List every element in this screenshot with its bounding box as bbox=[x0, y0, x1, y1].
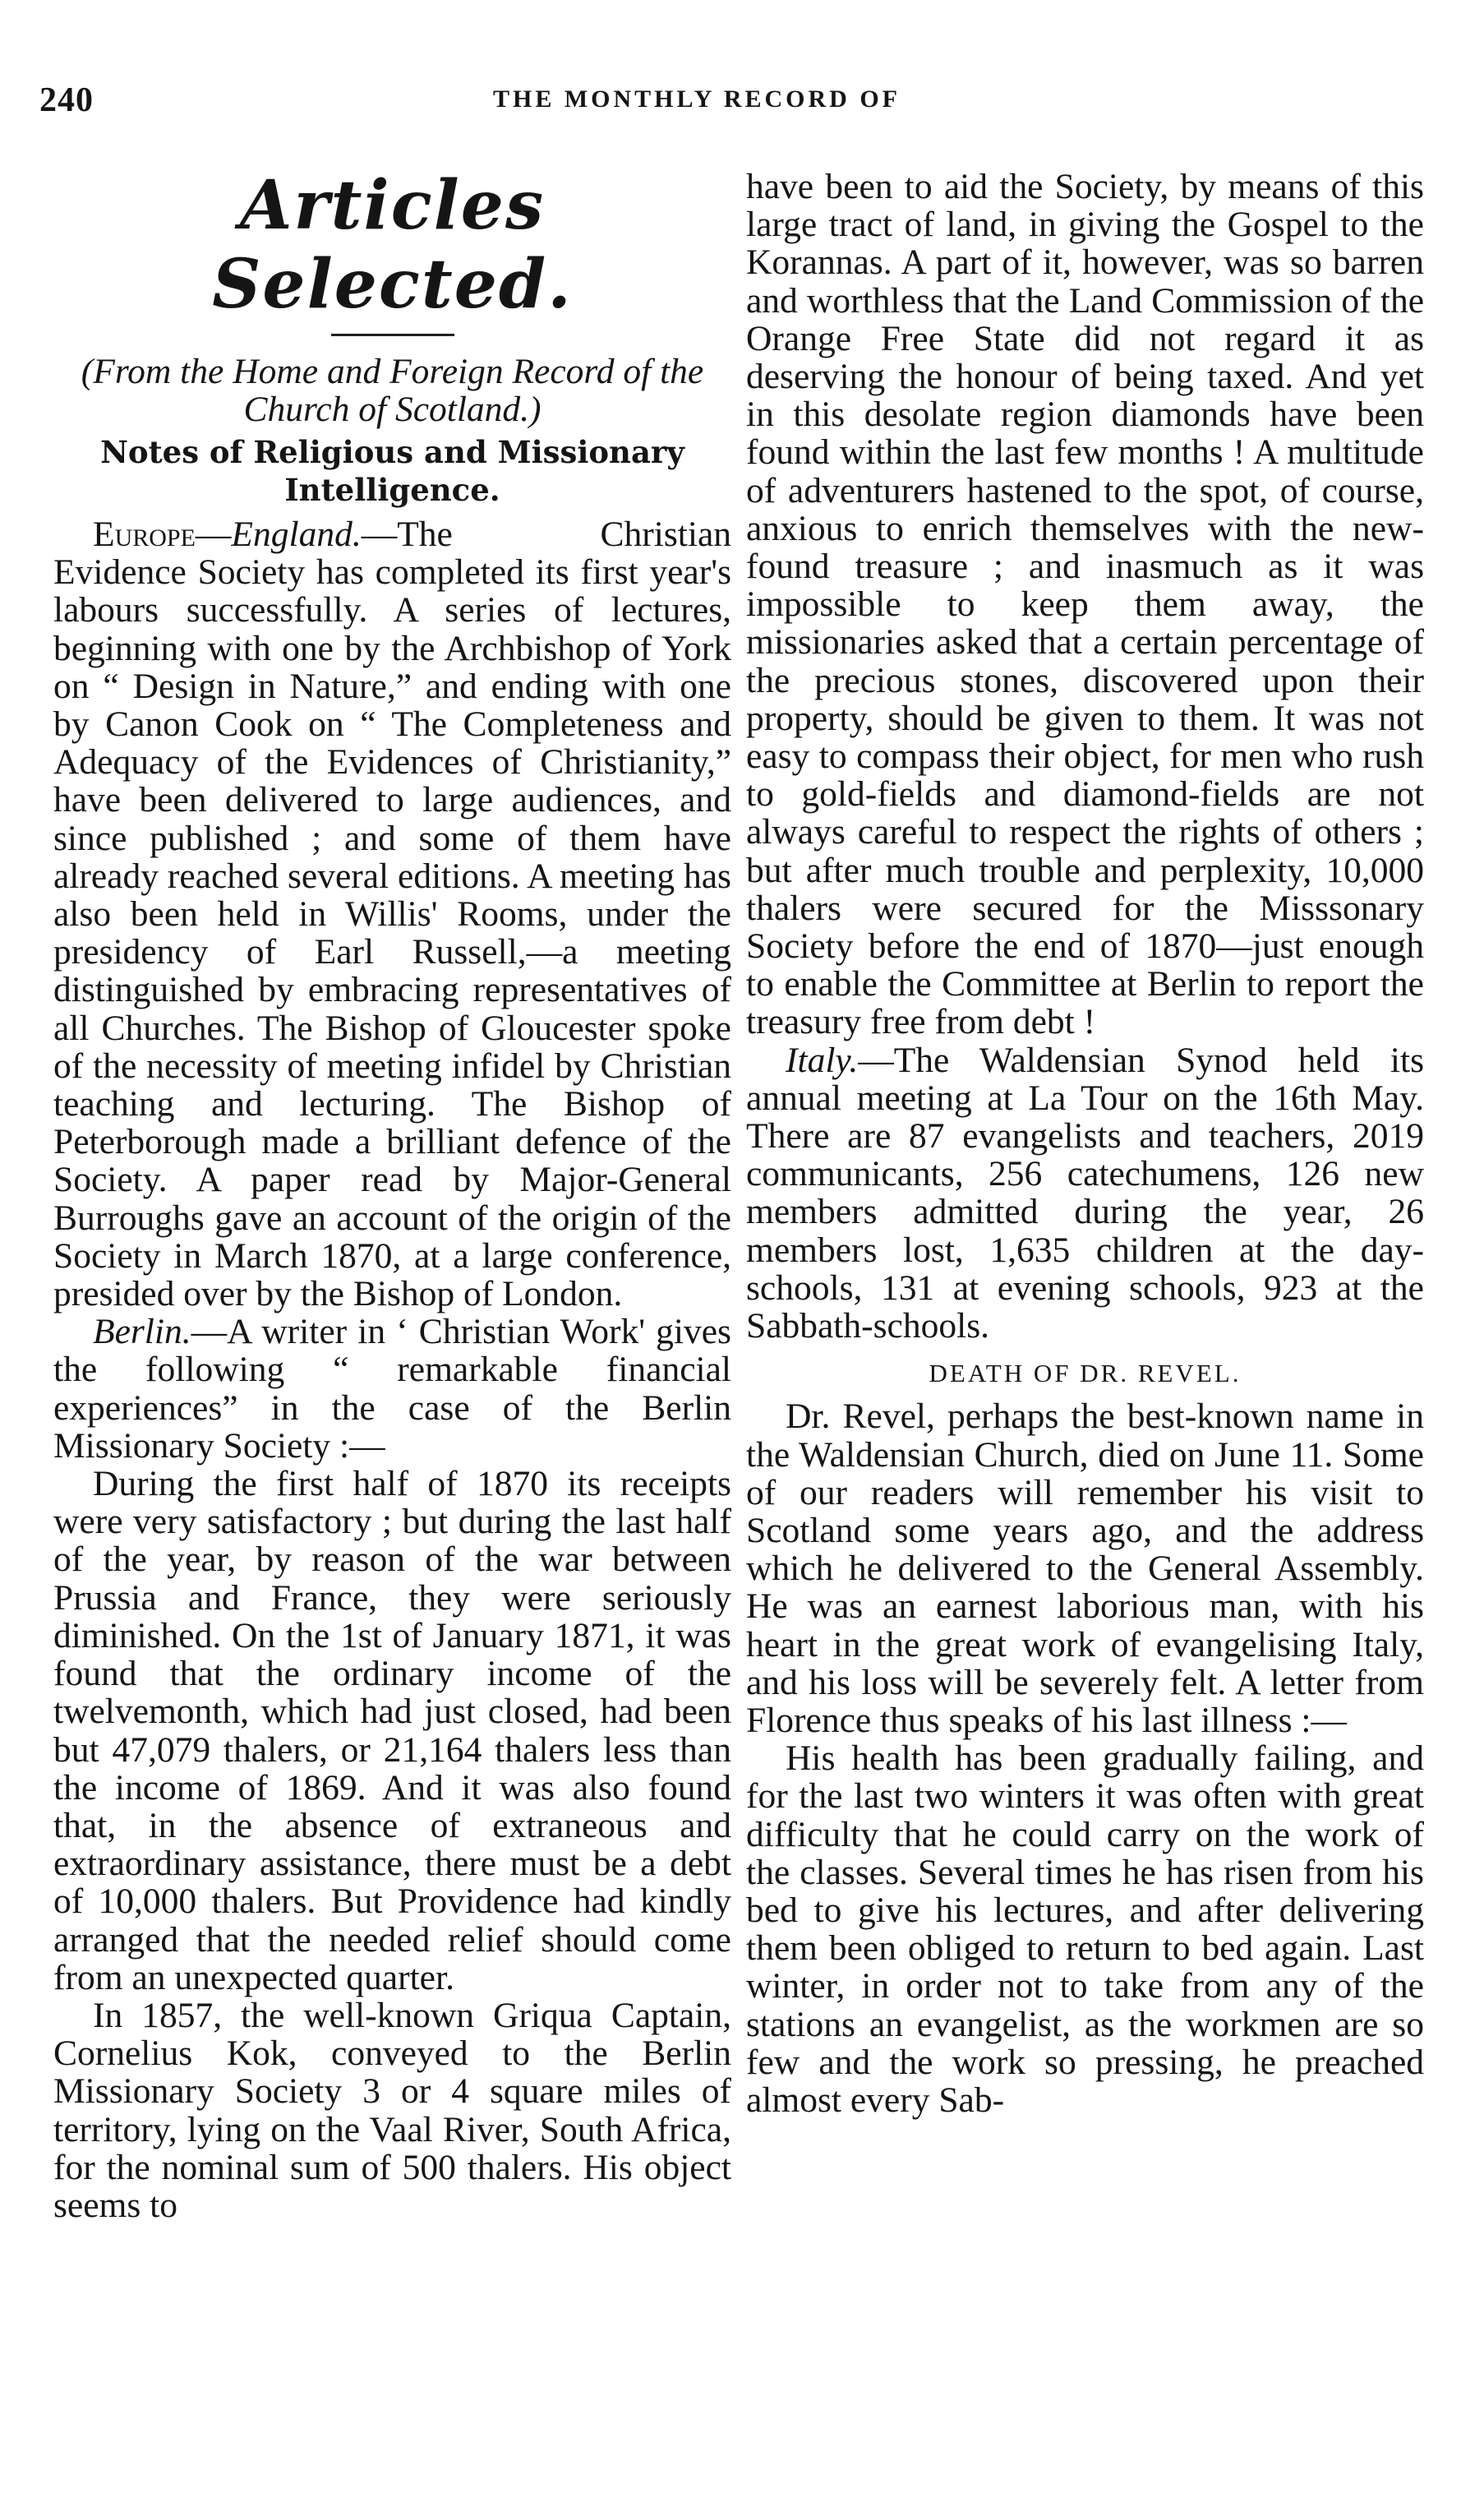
berlin-paragraph bbox=[53, 1313, 731, 1465]
europe-paragraph bbox=[53, 515, 731, 1313]
source-note: (From the Home and Foreign Record of the Church of Scotland.) bbox=[81, 352, 704, 429]
revel-subheading: DEATH OF DR. REVEL. bbox=[929, 1359, 1242, 1388]
kok-paragraph: In 1857, the well-known Griqua Captain, Cornelius Kok, conveyed to the Berlin Missionary Society 3 or 4 square miles of territory, lying on the Vaal River, South Africa, for the nominal sum of 500 thalers. His object seems to bbox=[53, 1995, 731, 2225]
title-rule bbox=[331, 334, 454, 336]
running-head: THE MONTHLY RECORD OF bbox=[493, 85, 901, 113]
section-title: Articles Selected. bbox=[212, 166, 573, 324]
right-column bbox=[746, 168, 1424, 2119]
italy-paragraph bbox=[746, 1041, 1424, 1346]
during-paragraph: During the first half of 1870 its receipts were very satisfactory ; but during the last half of the year, by reason of the war between Prussia and France, they were seriously diminished. On the 1st of January 1871, it was found that the ordinary income of the twelvemonth, which had just closed, had been but 47,079 thalers, or 21,164 thalers less than the income of 1869. And it was also found that, in the absence of extraneous and extraordinary assistance, there must be a debt of 10,000 thalers. But Providence had kindly arranged that the needed relief should come from an unexpected quarter. bbox=[53, 1464, 731, 1997]
england-label: England. bbox=[231, 515, 362, 554]
page-number: 240 bbox=[39, 81, 94, 119]
berlin-label: Berlin. bbox=[93, 1312, 191, 1352]
europe-label: Europe— bbox=[93, 515, 232, 554]
italy-label: Italy. bbox=[786, 1040, 859, 1080]
health-paragraph: His health has been gradually failing, and for the last two winters it was often with great difficulty that he could carry on the work of the classes. Several times he has risen from his bed to give his lectures, and after delivering them been obliged to return to bed again. Last winter, in order not to take from any of the stations an evangelist, as the workmen are so few and the work so pressing, he preached almost every Sab- bbox=[746, 1738, 1424, 2120]
left-column bbox=[53, 164, 731, 2224]
revel-paragraph: Dr. Revel, perhaps the best-known name in the Waldensian Church, died on June 11. Some of our readers will remember his visit to Scotland some years ago, and the address which he delivered to the General Assembly. He was an earnest laborious man, with his heart in the great work of evangelising Italy, and his loss will be severely felt. A letter from Florence thus speaks of his last illness :— bbox=[746, 1397, 1424, 1740]
italy-text: —The Waldensian Synod held its annual meeting at La Tour on the 16th May. There are 87 evangelists and teachers, 2019 communicants, 256 catechumens, 126 new members admitted during the year, 26 members lost, 1,635 children at the day-schools, 131 at evening schools, 923 at the Sabbath-schools. bbox=[746, 1040, 1424, 1346]
europe-text: —The Christian Evidence Society has completed its first year's labours successfully. A series of lectures, beginning with one by the Archbishop of York on “ Design in Nature,” and ending with one by Canon Cook on “ The Completeness and Adequacy of the Evidences of Christianity,” have been delivered to large audiences, and since published ; and some of them have already reached several editions. A meeting has also been held in Willis' Rooms, under the presidency of Earl Russell,—a meeting distinguished by embracing representatives of all Churches. The Bishop of Gloucester spoke of the necessity of meeting infidel by Christian teaching and lecturing. The Bishop of Peterborough made a brilliant defence of the Society. A paper read by Major-General Burroughs gave an account of the origin of the Society in March 1870, at a large conference, presided over by the Bishop of London. bbox=[53, 515, 731, 1314]
notes-heading: Notes of Religious and Missionary Intelligence. bbox=[100, 434, 684, 508]
berlin-text: —A writer in ‘ Christian Work' gives the following “ remarkable financial experiences” in the case of the Berlin Missionary Society :— bbox=[53, 1312, 731, 1466]
continuation-paragraph: have been to aid the Society, by means of this large tract of land, in giving the Gospel to the Korannas. A part of it, however, was so barren and worthless that the Land Commission of the Orange Free State did not regard it as deserving the honour of being taxed. And yet in this desolate region diamonds have been found within the last few months ! A multitude of adventurers hastened to the spot, of course, anxious to enrich themselves with the new-found treasure ; and inasmuch as it was impossible to keep them away, the missionaries asked that a certain percentage of the precious stones, discovered upon their property, should be given to them. It was not easy to compass their object, for men who rush to gold-fields and diamond-fields are not always careful to respect the rights of others ; but after much trouble and perplexity, 10,000 thalers were secured for the Misssonary Society before the end of 1870—just enough to enable the Committee at Berlin to report the treasury free from debt ! bbox=[746, 167, 1424, 1042]
